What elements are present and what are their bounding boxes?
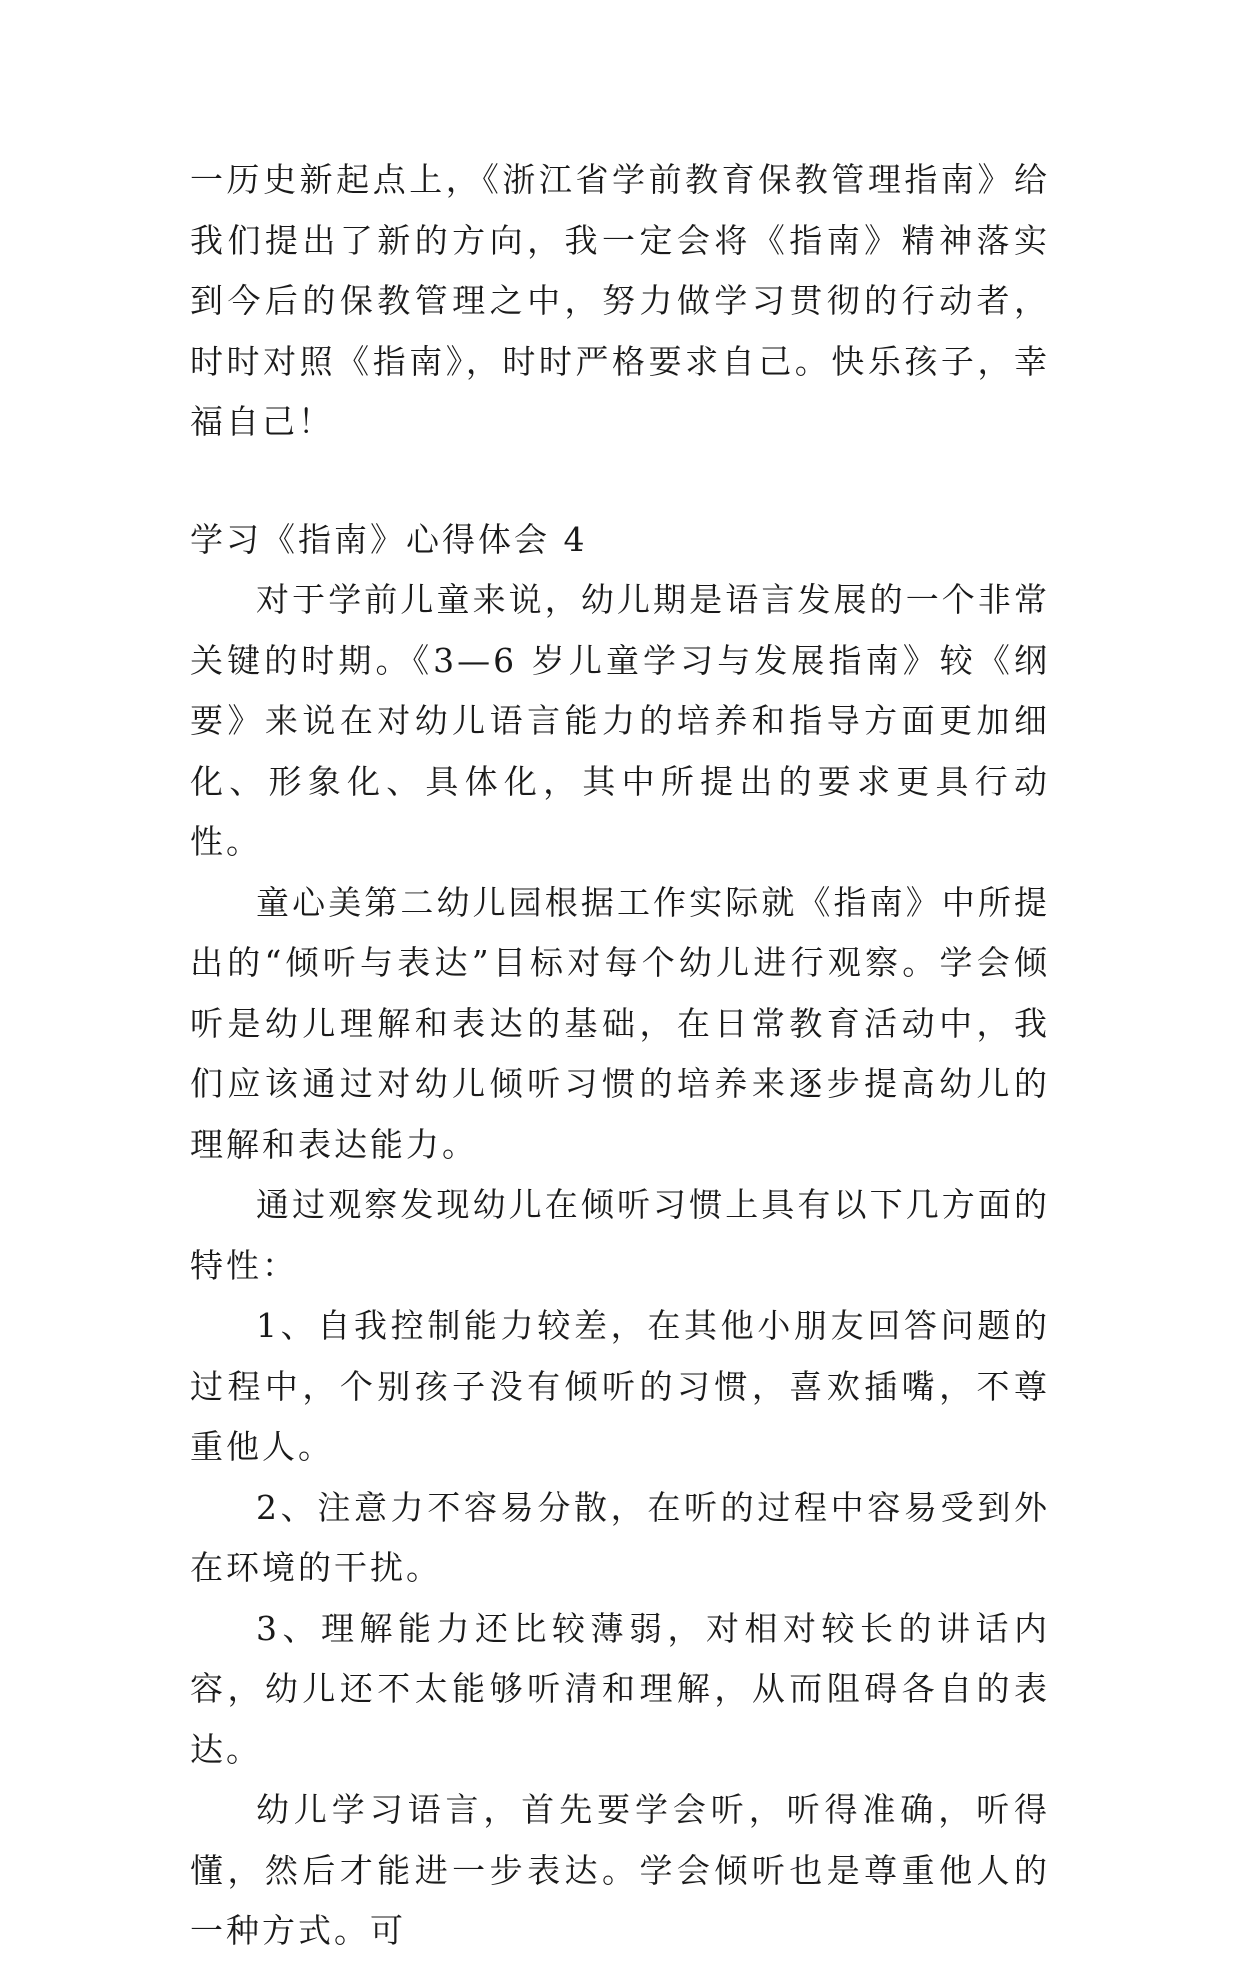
paragraph-observation: 童心美第二幼儿园根据工作实际就《指南》中所提出的“倾听与表达”目标对每个幼儿进行观察。学会倾听是幼儿理解和表达的基础，在日常教育活动中，我们应该通过对幼儿倾听习惯的培养来逐步提高幼儿的理解和表达能力。: [190, 882, 1050, 1164]
list-item-2: 2、注意力不容易分散，在听的过程中容易受到外在环境的干扰。: [190, 1487, 1050, 1587]
list-item-1: 1、自我控制能力较差，在其他小朋友回答问题的过程中，个别孩子没有倾听的习惯，喜欢插嘴，不尊重他人。: [190, 1306, 1050, 1466]
paragraph-intro: 对于学前儿童来说，幼儿期是语言发展的一个非常关键的时期。《3—6 岁儿童学习与发展指南》较《纲要》来说在对幼儿语言能力的培养和指导方面更加细化、形象化、具体化，其中所提出的要求更具行动性。: [190, 580, 1050, 861]
paragraph-findings-lead: 通过观察发现幼儿在倾听习惯上具有以下几方面的特性：: [190, 1185, 1050, 1285]
paragraph-conclusion: 幼儿学习语言，首先要学会听，听得准确，听得懂，然后才能进一步表达。学会倾听也是尊重他人的一种方式。可: [190, 1790, 1050, 1950]
document-body: [190, 150, 1050, 1962]
list-item-3: 3、理解能力还比较薄弱，对相对较长的讲话内容，幼儿还不太能够听清和理解，从而阻碍各自的表达。: [190, 1608, 1050, 1769]
paragraph-continuation: 一历史新起点上，《浙江省学前教育保教管理指南》给我们提出了新的方向，我一定会将《指南》精神落实到今后的保教管理之中，努力做学习贯彻的行动者，时时对照《指南》，时时严格要求自己。快乐孩子，幸福自己！: [190, 160, 1050, 441]
section-heading: 学习《指南》心得体会 4: [190, 519, 588, 559]
